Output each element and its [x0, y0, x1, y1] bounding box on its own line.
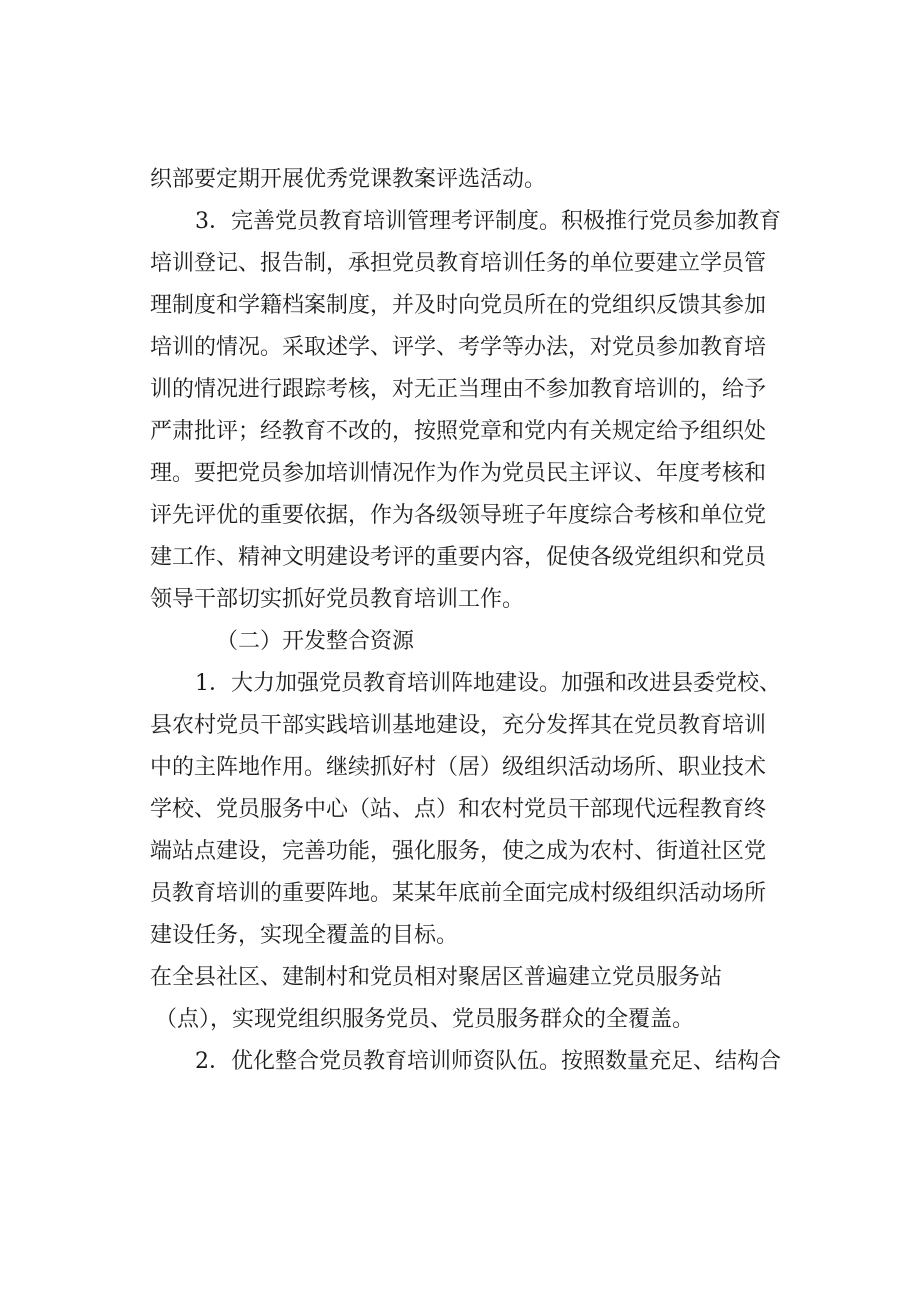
text-line: 3．完善党员教育培训管理考评制度。积极推行党员参加教育	[195, 209, 781, 234]
text-line: 严肃批评；经教育不改的，按照党章和党内有关规定给予组织处	[150, 419, 767, 444]
text-line: 在全县社区、建制村和党员相对聚居区普遍建立党员服务站	[150, 965, 723, 990]
text-line: 培训的情况。采取述学、评学、考学等办法，对党员参加教育培	[150, 335, 767, 360]
text-line: 领导干部切实抓好党员教育培训工作。	[150, 587, 525, 612]
text-line: 培训登记、报告制，承担党员教育培训任务的单位要建立学员管	[150, 251, 767, 276]
text-line: 建设任务，实现全覆盖的目标。	[150, 923, 459, 948]
text-line: 建工作、精神文明建设考评的重要内容，促使各级党组织和党员	[150, 545, 767, 570]
text-line: 县农村党员干部实践培训基地建设，充分发挥其在党员教育培训	[150, 713, 767, 738]
text-line: 理。要把党员参加培训情况作为作为党员民主评议、年度考核和	[150, 461, 767, 486]
text-line: 训的情况进行跟踪考核，对无正当理由不参加教育培训的，给予	[150, 377, 767, 402]
text-line: （点），实现党组织服务党员、党员服务群众的全覆盖。	[155, 1007, 695, 1032]
text-line: 2．优化整合党员教育培训师资队伍。按照数量充足、结构合	[195, 1049, 781, 1074]
text-line: 端站点建设，完善功能，强化服务，使之成为农村、街道社区党	[150, 839, 767, 864]
text-line: 评先评优的重要依据，作为各级领导班子年度综合考核和单位党	[150, 503, 767, 528]
text-line: 学校、党员服务中心（站、点）和农村党员干部现代远程教育终	[150, 797, 767, 822]
text-line: 中的主阵地作用。继续抓好村（居）级组织活动场所、职业技术	[150, 755, 767, 780]
text-line: 织部要定期开展优秀党课教案评选活动。	[150, 167, 547, 192]
text-line: 员教育培训的重要阵地。某某年底前全面完成村级组织活动场所	[150, 881, 767, 906]
text-line: 1．大力加强党员教育培训阵地建设。加强和改进县委党校、	[195, 671, 781, 696]
section-heading: （二）开发整合资源	[216, 629, 415, 654]
text-line: 理制度和学籍档案制度，并及时向党员所在的党组织反馈其参加	[150, 293, 767, 318]
